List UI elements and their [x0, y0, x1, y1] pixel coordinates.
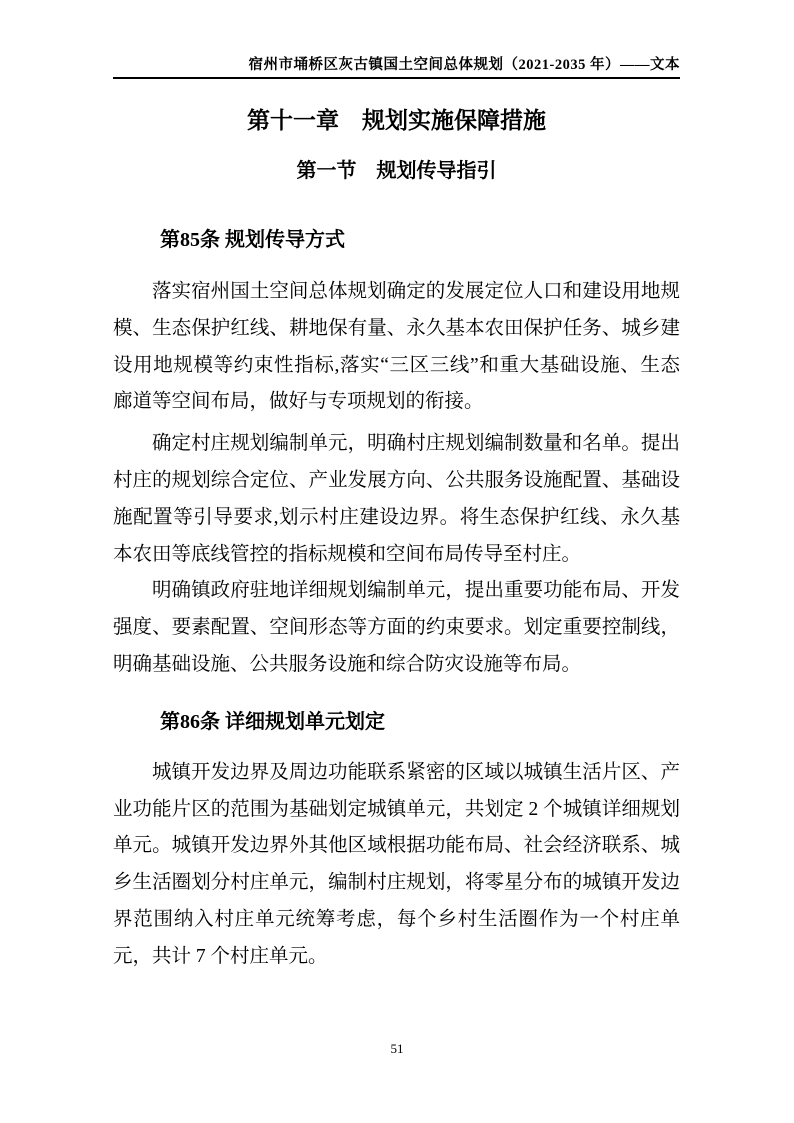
running-header: 宿州市埇桥区灰古镇国土空间总体规划（2021-2035 年）——文本 [248, 57, 680, 73]
header-rule-divider [113, 77, 680, 79]
article-85-paragraph-2: 确定村庄规划编制单元，明确村庄规划编制数量和名单。提出村庄的规划综合定位、产业发展方向、公共服务设施配置、基础设施配置等引导要求,划示村庄建设边界。将生态保护红线、永久基本农田等底线管控的指标规模和空间布局传导至村庄。 [113, 433, 680, 565]
section-title: 第一节 规划传导指引 [296, 160, 497, 182]
article-86-heading: 第86条 详细规划单元划定 [160, 710, 385, 733]
article-85-paragraph-1: 落实宿州国土空间总体规划确定的发展定位人口和建设用地规模、生态保护红线、耕地保有量、永久基本农田保护任务、城乡建设用地规模等约束性指标,落实“三区三线”和重大基础设施、生态廊道等空间布局，做好与专项规划的衔接。 [113, 281, 680, 413]
article-85-heading: 第85条 规划传导方式 [160, 229, 345, 251]
chapter-title: 第十一章 规划实施保障措施 [247, 107, 546, 133]
article-85-paragraph-3: 明确镇政府驻地详细规划编制单元，提出重要功能布局、开发强度、要素配置、空间形态等方面的约束要求。划定重要控制线，明确基础设施、公共服务设施和综合防灾设施等布局。 [113, 580, 680, 675]
article-86-paragraph-1: 城镇开发边界及周边功能联系紧密的区域以城镇生活片区、产业功能片区的范围为基础划定城镇单元，共划定 2 个城镇详细规划单元。城镇开发边界外其他区域根据功能布局、社会经济联系、城乡生活圈划分村庄单元，编制村庄规划，将零星分布的城镇开发边界范围纳入村庄单元统筹考虑，每个乡村生活圈作为一个村庄单元，共计 7 个村庄单元。 [113, 761, 680, 967]
page-number: 51 [390, 1041, 404, 1056]
